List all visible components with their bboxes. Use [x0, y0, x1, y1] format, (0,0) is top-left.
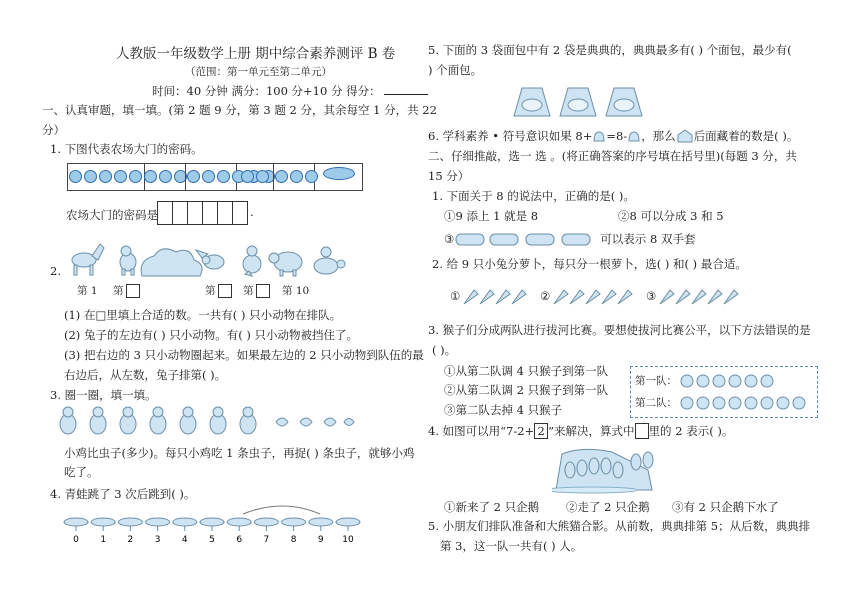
monkey-icon — [713, 397, 725, 409]
bush-icon — [141, 249, 202, 276]
chick-icon — [60, 407, 76, 434]
penguin-icon — [601, 458, 611, 474]
penguin-icon — [577, 460, 587, 476]
section1-heading-cont: 分） — [42, 123, 65, 137]
carrot-icon — [570, 290, 584, 304]
penguin-icon — [643, 452, 653, 468]
pos-label-first: 第 — [113, 283, 140, 298]
number-line-tick: 7 — [263, 535, 270, 545]
lilypad-icon — [309, 518, 333, 526]
q5-line2: ) 个面包。 — [428, 63, 483, 77]
code-cell-1 — [68, 164, 145, 190]
score-blank[interactable] — [384, 84, 428, 95]
exam-meta — [152, 83, 428, 99]
monkey-icon — [697, 375, 709, 387]
number-line-tick: 9 — [317, 535, 324, 545]
c3-line2: ( )。 — [432, 343, 457, 357]
carrot-icon — [602, 290, 616, 304]
carrot-icon — [586, 290, 600, 304]
c1-option3[interactable]: ③ 可以表示 8 双手套 — [444, 232, 696, 246]
penguins-illustration — [552, 440, 658, 494]
dog-icon — [120, 246, 136, 275]
lilypad-icon — [118, 518, 142, 526]
number-line-tick: 1 — [100, 535, 107, 545]
page-title: 人教版一年级数学上册 期中综合素养测评 B 卷 — [116, 46, 396, 62]
chicks-and-bugs-illustration — [56, 404, 356, 438]
carrots-group-2 — [550, 286, 634, 306]
code-cell-5 — [274, 164, 315, 190]
lilypad-icon — [282, 518, 306, 526]
carrot-icon — [496, 290, 510, 304]
c1-option2[interactable]: ②8 可以分成 3 和 5 — [618, 209, 724, 223]
c1-option1[interactable]: ①9 添上 1 就是 8 — [444, 209, 539, 223]
q2-line4: 右边后，从左数，兔子排第( )。 — [64, 368, 227, 382]
c2-option3[interactable]: ③ — [646, 286, 746, 306]
c3-option1[interactable]: ①从第二队调 4 只猴子到第一队 — [444, 364, 609, 378]
c4-line: 4. 如图可以用“7-2+ 2 ”来解决，算式中 里的 2 表示( )。 — [428, 424, 734, 438]
monkey-icon — [793, 397, 805, 409]
pos-label-mid1: 第 — [205, 283, 232, 298]
carrot-icon — [708, 290, 722, 304]
code-answer-boxes: . — [157, 201, 254, 225]
q2-line3: (3) 把右边的 3 只小动物圈起来。如果最左边的 2 只小动物到队伍的最 — [64, 348, 424, 362]
code-picture-grid — [67, 163, 363, 191]
monkey-icon — [761, 375, 773, 387]
bread-bag-icon — [560, 88, 596, 116]
c1-text: 1. 下面关于 8 的说法中，正确的是( )。 — [432, 189, 635, 203]
q4-text: 4. 青蛙跳了 3 次后跳到( )。 — [50, 487, 196, 501]
chick-icon — [240, 407, 256, 434]
bug-icon — [276, 418, 288, 426]
carrot-icon — [618, 290, 632, 304]
penguin-icon — [631, 454, 641, 470]
monkey-icon — [713, 375, 725, 387]
team2-label: 第二队： — [635, 397, 677, 409]
c3-line1: 3. 猴子们分成两队进行拔河比赛。要想使拔河比赛公平，以下方法错误的是 — [428, 323, 811, 337]
lilypad-icon — [254, 518, 278, 526]
section2-heading-cont: 15 分） — [428, 169, 470, 183]
lilypad-icon — [227, 518, 251, 526]
c3-option2[interactable]: ②从第二队调 2 只猴子到第一队 — [444, 383, 609, 397]
monkeys-illustration — [677, 369, 813, 415]
code-cell-2 — [145, 164, 186, 190]
monkey-icon — [745, 397, 757, 409]
q2-number: 2. — [50, 264, 61, 278]
pos-box-a[interactable] — [126, 284, 140, 298]
monkey-icon — [729, 375, 741, 387]
exam-range: （范围：第一单元至第二单元） — [185, 66, 332, 78]
carrot-icon — [676, 290, 690, 304]
q2-line2: (2) 兔子的左边有( ) 只小动物。有( ) 只小动物被挡住了。 — [64, 328, 359, 342]
section2-heading: 二、仔细推敲，选一 选 。(将正确答案的序号填在括号里)(每题 3 分，共 — [428, 149, 797, 163]
tug-of-war-panel — [630, 366, 818, 418]
glove-icon — [456, 234, 484, 245]
frog-jump-arc — [243, 506, 320, 514]
code-box-2[interactable] — [173, 201, 188, 225]
number-line-tick: 3 — [154, 535, 161, 545]
sheep-icon — [269, 252, 302, 276]
glove-icon — [526, 234, 554, 245]
pos-label-1: 第 1 — [77, 285, 98, 297]
chick-icon — [90, 407, 106, 434]
animal-queue-illustration — [62, 238, 352, 280]
carrots-group-1 — [460, 286, 530, 306]
gloves-illustration — [454, 231, 594, 247]
lilypad-icon — [91, 518, 115, 526]
section1-heading: 一、认真审题，填一填。(第 2 题 9 分，第 3 题 2 分，其余每空 1 分，共 22 — [42, 103, 437, 117]
chick-icon — [180, 407, 196, 434]
code-box-1[interactable] — [157, 201, 173, 225]
bread-bag-icon — [606, 88, 642, 116]
q5-line1: 5. 下面的 3 袋面包中有 2 袋是典典的，典典最多有( ) 个面包，最少有( — [428, 43, 792, 57]
code-cell-4 — [237, 164, 274, 190]
number-line-tick: 0 — [73, 535, 79, 545]
c5-line2: 第 3，这一队一共有( ) 人。 — [440, 539, 583, 553]
q6-line: 6. 学科素养 • 符号意识如果 8+ =8- ，那么 后面藏着的数是( )。 — [428, 129, 799, 143]
lilypad-number-line — [58, 500, 368, 548]
c5-line1: 5. 小朋友们排队准备和大熊猫合影。从前数，典典排第 5；从后数，典典排 — [428, 519, 811, 533]
bell-icon — [592, 130, 606, 142]
number-line-tick: 10 — [342, 535, 354, 545]
number-line-tick: 8 — [290, 535, 297, 545]
chick-icon — [243, 246, 261, 276]
horse-icon — [72, 244, 104, 275]
q2-line1: (1) 在□里填上合适的数。一共有( ) 只小动物在排队。 — [64, 308, 342, 322]
penguin-icon — [565, 462, 575, 478]
c2-option1[interactable]: ① — [450, 286, 530, 306]
penguin-icon — [589, 458, 599, 474]
code-box-4[interactable] — [203, 201, 218, 225]
carrot-icon — [512, 290, 526, 304]
lilypad-icon — [173, 518, 197, 526]
carrot-icon — [724, 290, 738, 304]
bug-icon — [324, 418, 336, 426]
team1-label: 第一队： — [635, 375, 677, 387]
code-box-5[interactable] — [218, 201, 233, 225]
q3-text: 3. 圈一圈，填一填。 — [50, 388, 157, 402]
monkey-icon — [729, 397, 741, 409]
pos-label-mid2: 第 — [243, 283, 270, 298]
lilypad-icon — [64, 518, 88, 526]
carrot-icon — [692, 290, 706, 304]
c4-option3[interactable]: ③有 2 只企鹅下水了 — [672, 500, 779, 514]
q3-line2: 吃了。 — [64, 465, 99, 479]
exam-meta-text: 时间：40 分钟 满分：100 分+10 分 得分： — [152, 84, 381, 98]
lilypad-icon — [146, 518, 170, 526]
monkey-icon — [681, 397, 693, 409]
bug-icon — [344, 419, 354, 426]
monkey-icon — [761, 397, 773, 409]
bell-icon — [627, 130, 641, 142]
glove-icon — [490, 234, 518, 245]
code-box-3[interactable] — [188, 201, 203, 225]
q3-line1: 小鸡比虫子(多少)。每只小鸡吃 1 条虫子，再捉( ) 条虫子，就够小鸡 — [64, 446, 415, 460]
code-cell-6 — [315, 164, 362, 190]
carrot-icon — [660, 290, 674, 304]
c4-equation-box: 2 — [534, 423, 548, 439]
monkey-icon — [681, 375, 693, 387]
carrot-icon — [464, 290, 478, 304]
pos-label-last-prefix: 第 10 — [282, 285, 310, 297]
code-box-6[interactable] — [233, 201, 248, 225]
c2-text: 2. 给 9 只小兔分萝卜，每只分一根萝卜，选( ) 和( ) 最合适。 — [432, 257, 747, 271]
number-line-tick: 4 — [181, 535, 188, 545]
q1-text: 1. 下图代表农场大门的密码。 — [50, 142, 203, 156]
number-line-tick: 6 — [236, 535, 243, 545]
chick-icon — [120, 407, 136, 434]
number-line-tick: 2 — [127, 535, 134, 545]
glove-icon — [562, 234, 590, 245]
water-icon — [552, 487, 638, 493]
carrot-icon — [480, 290, 494, 304]
chick-icon — [210, 407, 226, 434]
pos-box-c[interactable] — [256, 284, 270, 298]
house-icon — [676, 129, 694, 143]
turtle-icon — [314, 247, 345, 274]
monkey-icon — [777, 397, 789, 409]
c4-highlight-box — [635, 423, 649, 439]
bug-icon — [300, 418, 312, 426]
lilypad-icon — [200, 518, 224, 526]
c4-option1[interactable]: ①新来了 2 只企鹅 — [444, 500, 540, 514]
c4-option2[interactable]: ②走了 2 只企鹅 — [566, 500, 650, 514]
lilypad-icon — [336, 518, 360, 526]
code-cell-3 — [186, 164, 237, 190]
carrot-icon — [554, 290, 568, 304]
monkey-icon — [745, 375, 757, 387]
bread-bag-icon — [514, 88, 550, 116]
pos-box-b[interactable] — [218, 284, 232, 298]
chick-icon — [150, 407, 166, 434]
code-label: 农场大门的密码是 — [66, 208, 158, 222]
number-line-tick: 5 — [209, 535, 215, 545]
penguin-icon — [613, 462, 623, 478]
monkey-icon — [697, 397, 709, 409]
c3-option3[interactable]: ③第二队去掉 4 只猴子 — [444, 403, 563, 417]
c2-option2[interactable]: ② — [540, 286, 634, 306]
carrots-group-3 — [656, 286, 746, 306]
bread-bags-illustration — [510, 78, 650, 120]
